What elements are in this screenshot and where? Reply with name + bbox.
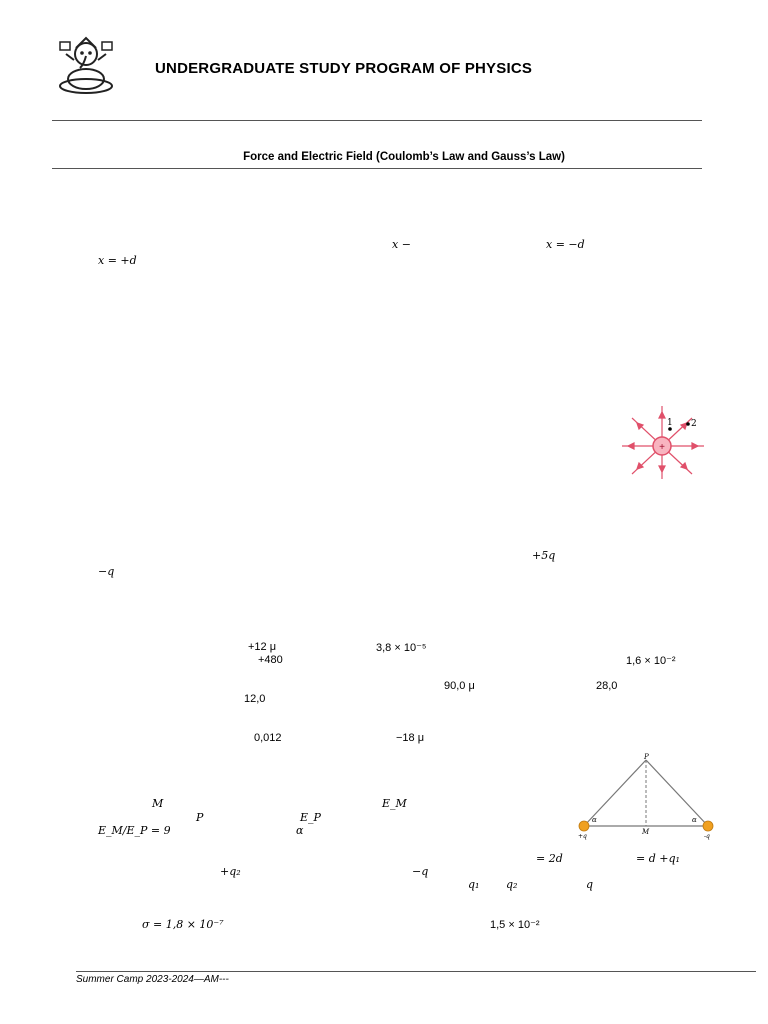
formula-fragment: E_M bbox=[382, 797, 407, 810]
formula-fragment: +12 μ bbox=[248, 641, 277, 653]
formula-fragment: −18 μ bbox=[396, 732, 425, 744]
point-2-label: 2 bbox=[691, 419, 697, 429]
formula-fragment: x = +d bbox=[98, 254, 137, 267]
formula-fragment: 1,5 × 10⁻² bbox=[490, 919, 540, 931]
left-charge-label: +q bbox=[578, 833, 587, 840]
triangle-charges-figure bbox=[574, 752, 724, 846]
left-charge-sphere bbox=[579, 821, 589, 831]
footer-text: Summer Camp 2023-2024—AM--- bbox=[76, 974, 229, 985]
point-1-label: 1 bbox=[667, 418, 673, 428]
left-angle-label: α bbox=[592, 816, 597, 824]
formula-fragment: 28,0 bbox=[596, 680, 618, 692]
formula-fragment: 12,0 bbox=[244, 693, 266, 705]
formula-fragment: q₂ bbox=[506, 878, 518, 891]
university-logo bbox=[54, 34, 118, 102]
formula-fragment: q bbox=[586, 878, 594, 891]
formula-fragment: M bbox=[152, 797, 164, 810]
program-title: UNDERGRADUATE STUDY PROGRAM OF PHYSICS bbox=[155, 60, 533, 77]
formula-fragment: 1,6 × 10⁻² bbox=[626, 655, 676, 667]
formula-fragment: x = −d bbox=[546, 238, 585, 251]
formula-fragment: +q₂ bbox=[220, 865, 241, 878]
formula-fragment: P bbox=[196, 811, 204, 824]
midpoint-label: M bbox=[642, 828, 650, 836]
formula-fragment: +480 bbox=[258, 654, 283, 666]
formula-fragment: x − bbox=[392, 238, 411, 251]
formula-fragment: −q bbox=[412, 865, 429, 878]
formula-fragment: E_M/E_P = 9 bbox=[98, 824, 171, 837]
right-angle-label: α bbox=[692, 816, 697, 824]
apex-label: P bbox=[644, 753, 649, 761]
formula-fragment: σ = 1,8 × 10⁻⁷ bbox=[142, 918, 224, 931]
formula-fragment: 90,0 μ bbox=[444, 680, 475, 692]
section-title: Force and Electric Field (Coulomb’s Law and Gauss’s Law) bbox=[243, 151, 565, 163]
header-divider bbox=[52, 120, 702, 121]
right-charge-label: -q bbox=[704, 833, 710, 840]
footer-divider bbox=[76, 971, 756, 972]
formula-fragment: q₁ bbox=[468, 878, 480, 891]
electric-field-figure bbox=[618, 402, 708, 486]
point-2-marker bbox=[686, 422, 690, 426]
formula-fragment: 0,012 bbox=[254, 732, 282, 744]
formula-fragment: −q bbox=[98, 565, 115, 578]
charge-sign: + bbox=[659, 442, 665, 453]
formula-fragment: α bbox=[296, 824, 304, 837]
formula-fragment: +5q bbox=[532, 549, 556, 562]
section-divider bbox=[52, 168, 702, 169]
formula-fragment: = d +q₁ bbox=[636, 852, 680, 865]
formula-fragment: = 2d bbox=[536, 852, 563, 865]
right-charge-sphere bbox=[703, 821, 713, 831]
formula-fragment: E_P bbox=[300, 811, 321, 824]
formula-fragment: 3,8 × 10⁻⁵ bbox=[376, 642, 427, 654]
